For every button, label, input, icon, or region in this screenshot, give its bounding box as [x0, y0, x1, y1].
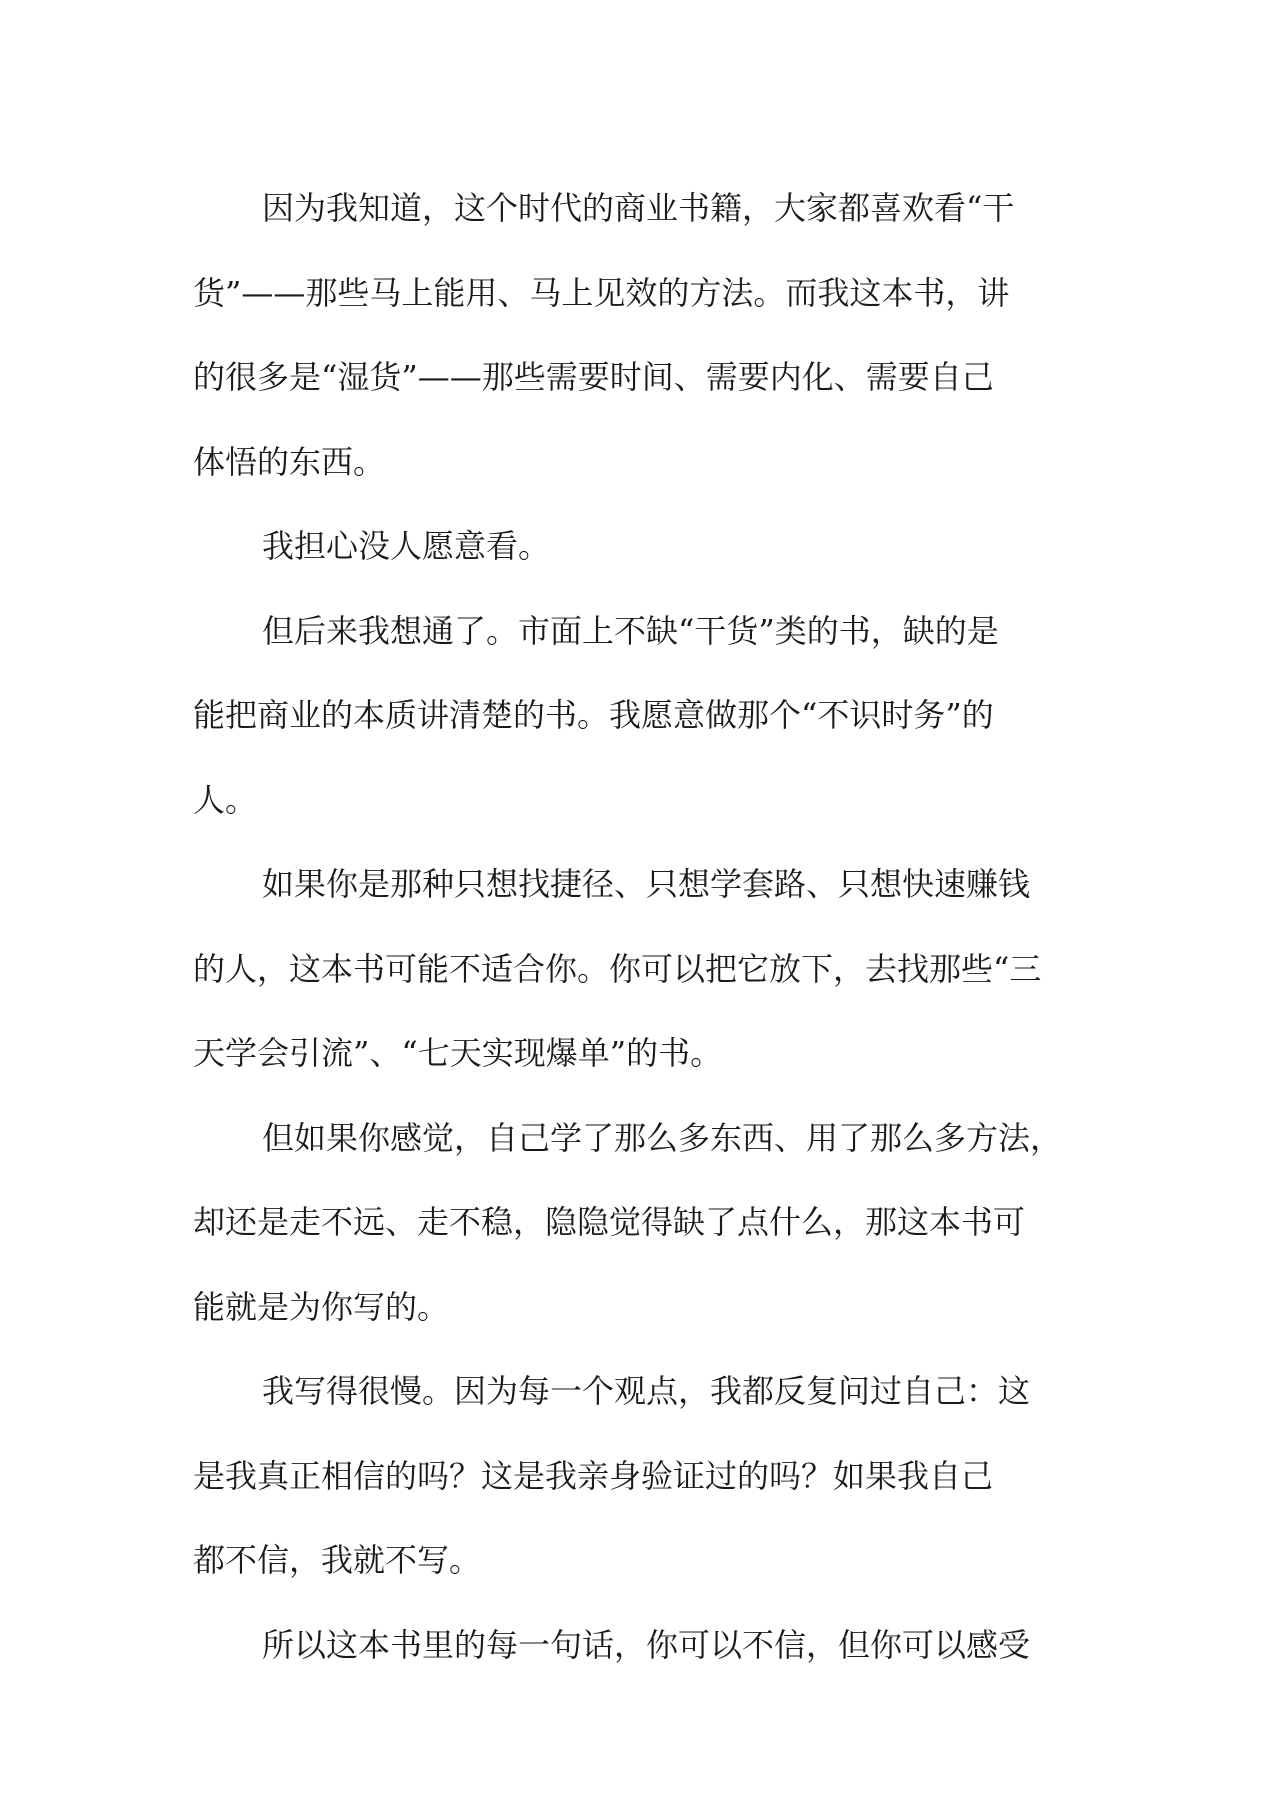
text-line: 的人，这本书可能不适合你。你可以把它放下，去找那些“三: [193, 949, 1042, 988]
text-line: 都不信，我就不写。: [193, 1541, 482, 1579]
text-line: 如果你是那种只想找捷径、只想学套路、只想快速赚钱: [262, 865, 1031, 903]
text-line: 能把商业的本质讲清楚的书。我愿意做那个“不识时务”的: [193, 696, 994, 734]
text-line: 所以这本书里的每一句话，你可以不信，但你可以感受: [262, 1625, 1031, 1664]
text-line: 我写得很慢。因为每一个观点，我都反复问过自己：这: [262, 1372, 1031, 1410]
text-line: 因为我知道，这个时代的商业书籍，大家都喜欢看“干: [262, 189, 1015, 227]
text-line: 人。: [193, 780, 258, 819]
body-text: [193, 166, 1085, 1687]
text-line: 能就是为你写的。: [193, 1287, 450, 1326]
text-line: 天学会引流”、“七天实现爆单”的书。: [193, 1034, 723, 1072]
text-line: 但后来我想通了。市面上不缺“干货”类的书，缺的是: [262, 611, 999, 650]
text-line: 货”——那些马上能用、马上见效的方法。而我这本书，讲: [193, 273, 1010, 312]
text-line: 是我真正相信的吗？这是我亲身验证过的吗？如果我自己: [193, 1456, 994, 1495]
text-line: 的很多是“湿货”——那些需要时间、需要内化、需要自己: [193, 358, 994, 396]
text-line: 体悟的东西。: [193, 442, 386, 481]
text-line: 却还是走不远、走不稳，隐隐觉得缺了点什么，那这本书可: [193, 1203, 1026, 1241]
text-line: 我担心没人愿意看。: [262, 527, 551, 565]
text-line: 但如果你感觉，自己学了那么多东西、用了那么多方法，: [262, 1118, 1063, 1157]
